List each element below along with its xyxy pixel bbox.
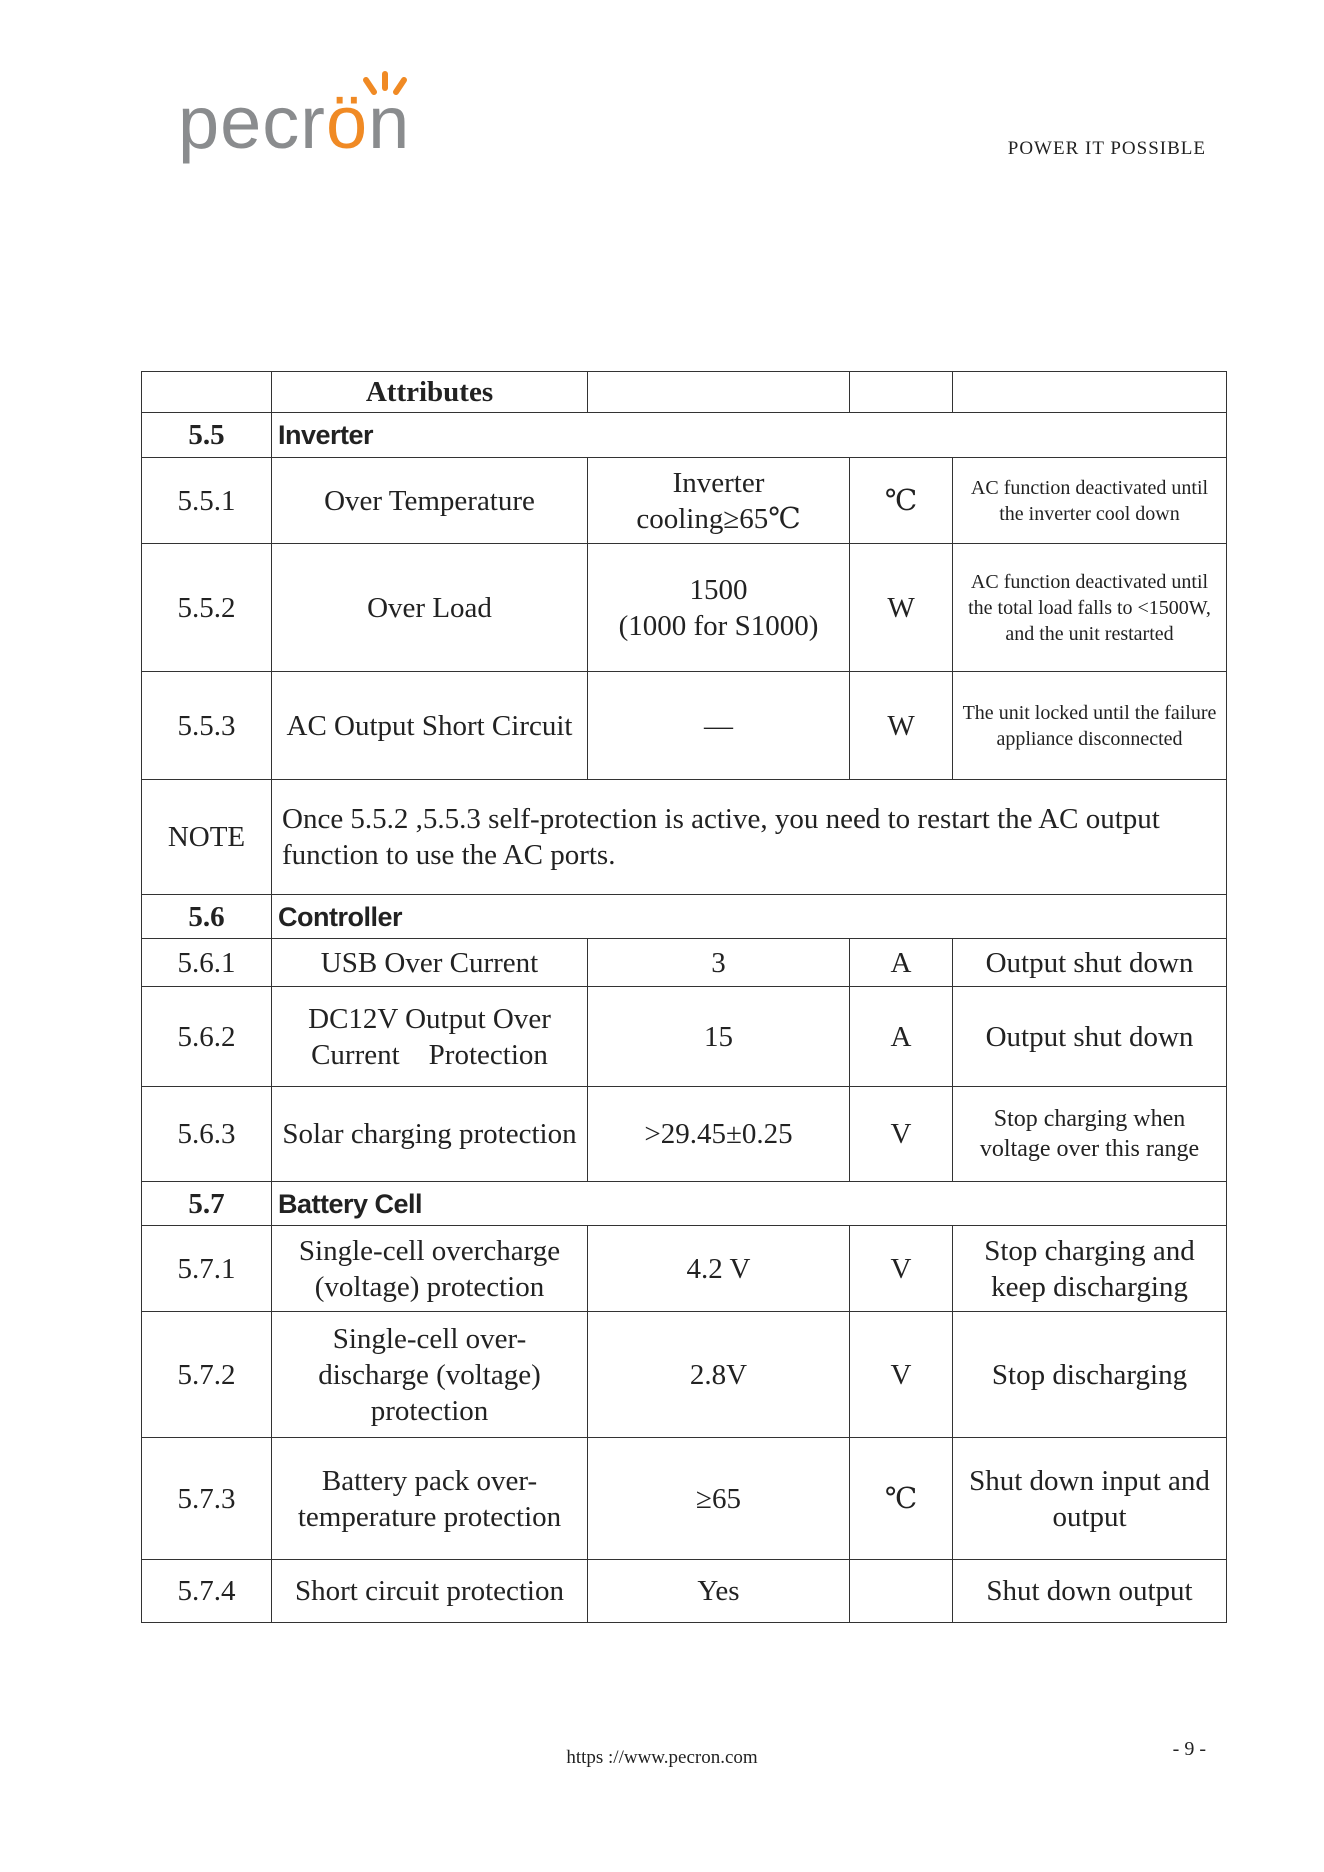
- section-row-controller: [142, 895, 1227, 939]
- table-row: [142, 1560, 1227, 1623]
- attribute-note: AC function deactivated until the total load falls to <1500W, and the unit restarted: [953, 544, 1227, 672]
- brand-logo: [178, 70, 478, 190]
- attribute-name: Single-cell overcharge (voltage) protection: [272, 1226, 588, 1312]
- attribute-value: 4.2 V: [588, 1226, 850, 1312]
- row-number: 5.6.1: [142, 939, 272, 987]
- header-attributes: Attributes: [272, 372, 588, 413]
- row-number: 5.7.1: [142, 1226, 272, 1312]
- row-number: 5.5.2: [142, 544, 272, 672]
- attribute-name: Over Temperature: [272, 458, 588, 544]
- value-line: (1000 for S1000): [618, 609, 819, 642]
- attribute-note: Shut down output: [953, 1560, 1227, 1623]
- value-line: 1500: [689, 573, 748, 606]
- attribute-value: 15: [588, 987, 850, 1087]
- header-empty-cell: [588, 372, 850, 413]
- row-number: 5.7.2: [142, 1312, 272, 1438]
- attribute-value: 3: [588, 939, 850, 987]
- attribute-value: Inverter cooling≥65℃: [588, 458, 850, 544]
- section-title: Inverter: [272, 413, 1227, 458]
- section-row-inverter: [142, 413, 1227, 458]
- attribute-unit: ℃: [850, 458, 953, 544]
- row-number: 5.5.3: [142, 672, 272, 780]
- attribute-unit: [850, 1560, 953, 1623]
- attribute-value: —: [588, 672, 850, 780]
- table-row: [142, 672, 1227, 780]
- row-number: 5.5.1: [142, 458, 272, 544]
- note-row: [142, 780, 1227, 895]
- protection-spec-table: [141, 371, 1227, 1623]
- attribute-name: DC12V Output Over Current Protection: [272, 987, 588, 1087]
- section-number: 5.5: [142, 413, 272, 458]
- table-row: [142, 1312, 1227, 1438]
- attribute-name: AC Output Short Circuit: [272, 672, 588, 780]
- attribute-name: USB Over Current: [272, 939, 588, 987]
- table-row: [142, 1438, 1227, 1560]
- attribute-unit: ℃: [850, 1438, 953, 1560]
- row-number: 5.7.3: [142, 1438, 272, 1560]
- note-text: Once 5.5.2 ,5.5.3 self-protection is active, you need to restart the AC output function to use the AC ports.: [272, 780, 1227, 895]
- table-header-row: [142, 372, 1227, 413]
- attribute-unit: V: [850, 1312, 953, 1438]
- page-number: - 9 -: [1172, 1738, 1206, 1760]
- table-row: [142, 544, 1227, 672]
- attribute-name: Short circuit protection: [272, 1560, 588, 1623]
- attribute-unit: V: [850, 1226, 953, 1312]
- attribute-value: 2.8V: [588, 1312, 850, 1438]
- table-row: [142, 458, 1227, 544]
- attribute-unit: A: [850, 987, 953, 1087]
- attribute-unit: W: [850, 544, 953, 672]
- attribute-note: Stop charging and keep discharging: [953, 1226, 1227, 1312]
- attribute-value: ≥65: [588, 1438, 850, 1560]
- section-number: 5.7: [142, 1182, 272, 1226]
- row-number: 5.7.4: [142, 1560, 272, 1623]
- table-row: [142, 1226, 1227, 1312]
- header-empty-cell: [953, 372, 1227, 413]
- attribute-name: Solar charging protection: [272, 1087, 588, 1182]
- header-empty-cell: [850, 372, 953, 413]
- attribute-note: AC function deactivated until the inverter cool down: [953, 458, 1227, 544]
- attribute-unit: A: [850, 939, 953, 987]
- attribute-unit: W: [850, 672, 953, 780]
- row-number: 5.6.2: [142, 987, 272, 1087]
- row-number: 5.6.3: [142, 1087, 272, 1182]
- attribute-note: Output shut down: [953, 987, 1227, 1087]
- attribute-note: The unit locked until the failure appliance disconnected: [953, 672, 1227, 780]
- attribute-value: Yes: [588, 1560, 850, 1623]
- table-row: [142, 939, 1227, 987]
- table-row: [142, 987, 1227, 1087]
- attribute-value: [588, 544, 850, 672]
- section-row-battery-cell: [142, 1182, 1227, 1226]
- attribute-note: Output shut down: [953, 939, 1227, 987]
- attribute-note: Stop discharging: [953, 1312, 1227, 1438]
- header-empty-cell: [142, 372, 272, 413]
- note-label: NOTE: [142, 780, 272, 895]
- slogan: POWER IT POSSIBLE: [1007, 138, 1206, 159]
- section-title: Battery Cell: [272, 1182, 1227, 1226]
- attribute-unit: V: [850, 1087, 953, 1182]
- section-number: 5.6: [142, 895, 272, 939]
- table-row: [142, 1087, 1227, 1182]
- attribute-note: Shut down input and output: [953, 1438, 1227, 1560]
- footer-url: https ://www.pecron.com: [566, 1747, 758, 1768]
- attribute-name: Over Load: [272, 544, 588, 672]
- attribute-note: Stop charging when voltage over this range: [953, 1087, 1227, 1182]
- logo-wordmark: pecrön: [178, 81, 411, 164]
- attribute-value: >29.45±0.25: [588, 1087, 850, 1182]
- attribute-name: Single-cell over-discharge (voltage) protection: [272, 1312, 588, 1438]
- attribute-name: Battery pack over-temperature protection: [272, 1438, 588, 1560]
- section-title: Controller: [272, 895, 1227, 939]
